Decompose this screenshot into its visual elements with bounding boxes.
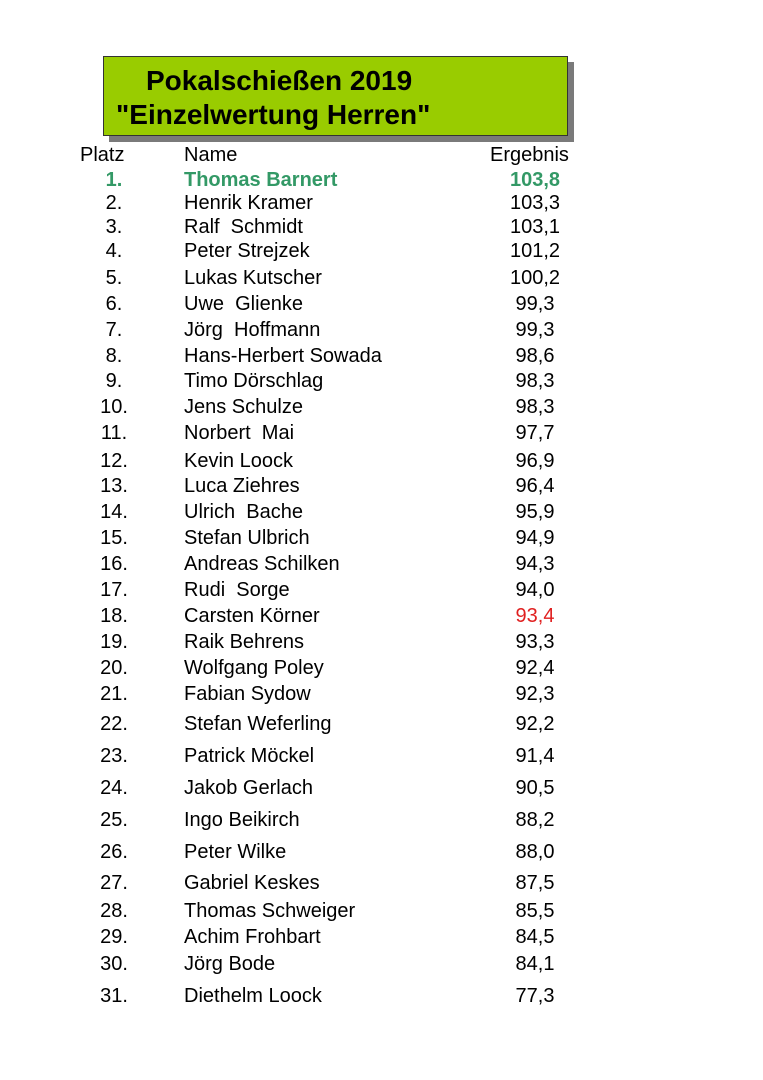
rank-cell: 24. — [100, 777, 128, 799]
name-cell: Luca Ziehres — [184, 475, 300, 497]
table-row — [0, 808, 763, 832]
table-row — [0, 604, 763, 628]
score-cell: 99,3 — [515, 293, 555, 315]
name-cell: Henrik Kramer — [184, 192, 313, 214]
rank-cell: 30. — [100, 953, 128, 975]
score-cell: 94,9 — [515, 527, 555, 549]
name-cell: Lukas Kutscher — [184, 267, 322, 289]
table-row — [0, 871, 763, 895]
score-cell: 103,8 — [509, 169, 561, 191]
score-cell: 94,3 — [515, 553, 555, 575]
score-cell: 98,6 — [515, 345, 555, 367]
table-row — [0, 500, 763, 524]
table-row — [0, 712, 763, 736]
score-cell: 84,5 — [515, 926, 555, 948]
name-cell: Uwe Glienke — [184, 293, 303, 315]
title-line-1: Pokalschießen 2019 — [146, 65, 413, 96]
name-cell: Achim Frohbart — [184, 926, 321, 948]
table-row — [0, 474, 763, 498]
rank-cell: 1. — [105, 169, 123, 191]
name-cell: Rudi Sorge — [184, 579, 290, 601]
table-row — [0, 395, 763, 419]
rank-cell: 21. — [100, 683, 128, 705]
table-row — [0, 191, 763, 215]
score-cell: 77,3 — [515, 985, 555, 1007]
rank-cell: 3. — [105, 216, 123, 238]
rank-cell: 4. — [105, 240, 123, 262]
table-row — [0, 369, 763, 393]
header-platz: Platz — [80, 144, 125, 166]
title-box — [103, 56, 568, 136]
score-cell: 92,4 — [515, 657, 555, 679]
rank-cell: 6. — [105, 293, 123, 315]
rank-cell: 25. — [100, 809, 128, 831]
name-cell: Stefan Weferling — [184, 713, 332, 735]
name-cell: Peter Strejzek — [184, 240, 310, 262]
table-row — [0, 840, 763, 864]
name-cell: Timo Dörschlag — [184, 370, 324, 392]
rank-cell: 22. — [100, 713, 128, 735]
name-cell: Wolfgang Poley — [184, 657, 324, 679]
rank-cell: 7. — [105, 319, 123, 341]
table-row — [0, 682, 763, 706]
name-cell: Kevin Loock — [184, 450, 293, 472]
table-row — [0, 526, 763, 550]
table-row — [0, 344, 763, 368]
score-cell: 91,4 — [515, 745, 555, 767]
name-cell: Thomas Barnert — [184, 169, 338, 191]
name-cell: Norbert Mai — [184, 422, 295, 444]
name-cell: Carsten Körner — [184, 605, 320, 627]
table-row — [0, 656, 763, 680]
score-cell: 98,3 — [515, 370, 555, 392]
name-cell: Ralf Schmidt — [184, 216, 303, 238]
name-cell: Fabian Sydow — [184, 683, 311, 705]
score-cell: 101,2 — [509, 240, 561, 262]
name-cell: Jakob Gerlach — [184, 777, 313, 799]
score-cell: 100,2 — [509, 267, 561, 289]
name-cell: Andreas Schilken — [184, 553, 340, 575]
table-row — [0, 552, 763, 576]
name-cell: Raik Behrens — [184, 631, 305, 653]
name-cell: Patrick Möckel — [184, 745, 315, 767]
rank-cell: 31. — [100, 985, 128, 1007]
rank-cell: 15. — [100, 527, 128, 549]
table-row — [0, 449, 763, 473]
table-row — [0, 239, 763, 263]
name-cell: Peter Wilke — [184, 841, 287, 863]
name-cell: Gabriel Keskes — [184, 872, 320, 894]
title-line-2: "Einzelwertung Herren" — [116, 99, 431, 130]
rank-cell: 10. — [100, 396, 128, 418]
score-cell: 96,4 — [515, 475, 555, 497]
rank-cell: 2. — [105, 192, 123, 214]
name-cell: Ingo Beikirch — [184, 809, 300, 831]
header-ergebnis: Ergebnis — [490, 144, 569, 166]
table-row — [0, 266, 763, 290]
table-row — [0, 630, 763, 654]
score-cell: 90,5 — [515, 777, 555, 799]
score-cell: 93,3 — [515, 631, 555, 653]
rank-cell: 29. — [100, 926, 128, 948]
rank-cell: 20. — [100, 657, 128, 679]
rank-cell: 8. — [105, 345, 123, 367]
rank-cell: 26. — [100, 841, 128, 863]
table-row — [0, 744, 763, 768]
score-cell: 92,3 — [515, 683, 555, 705]
table-row — [0, 925, 763, 949]
score-cell: 97,7 — [515, 422, 555, 444]
score-cell: 88,0 — [515, 841, 555, 863]
score-cell: 95,9 — [515, 501, 555, 523]
rank-cell: 27. — [100, 872, 128, 894]
name-cell: Ulrich Bache — [184, 501, 303, 523]
name-cell: Jens Schulze — [184, 396, 303, 418]
table-row — [0, 984, 763, 1008]
table-row — [0, 776, 763, 800]
rank-cell: 5. — [105, 267, 123, 289]
rank-cell: 11. — [100, 422, 128, 444]
table-row — [0, 318, 763, 342]
name-cell: Jörg Bode — [184, 953, 276, 975]
rank-cell: 19. — [100, 631, 128, 653]
table-row — [0, 421, 763, 445]
table-row — [0, 578, 763, 602]
score-cell: 88,2 — [515, 809, 555, 831]
score-cell: 93,4 — [515, 605, 555, 627]
name-cell: Hans-Herbert Sowada — [184, 345, 382, 367]
table-row — [0, 899, 763, 923]
table-row — [0, 215, 763, 239]
table-row — [0, 952, 763, 976]
rank-cell: 16. — [100, 553, 128, 575]
rank-cell: 14. — [100, 501, 128, 523]
rank-cell: 12. — [100, 450, 128, 472]
score-cell: 98,3 — [515, 396, 555, 418]
score-cell: 84,1 — [515, 953, 555, 975]
rank-cell: 18. — [100, 605, 128, 627]
name-cell: Diethelm Loock — [184, 985, 322, 1007]
score-cell: 94,0 — [515, 579, 555, 601]
rank-cell: 13. — [100, 475, 128, 497]
score-cell: 103,1 — [509, 216, 561, 238]
score-cell: 85,5 — [515, 900, 555, 922]
score-cell: 99,3 — [515, 319, 555, 341]
score-cell: 103,3 — [509, 192, 561, 214]
name-cell: Stefan Ulbrich — [184, 527, 310, 549]
score-cell: 92,2 — [515, 713, 555, 735]
name-cell: Jörg Hoffmann — [184, 319, 321, 341]
name-cell: Thomas Schweiger — [184, 900, 356, 922]
rank-cell: 28. — [100, 900, 128, 922]
score-cell: 96,9 — [515, 450, 555, 472]
score-cell: 87,5 — [515, 872, 555, 894]
table-row — [0, 292, 763, 316]
rank-cell: 17. — [100, 579, 128, 601]
table-row — [0, 168, 763, 192]
rank-cell: 9. — [105, 370, 123, 392]
header-name: Name — [184, 144, 238, 166]
rank-cell: 23. — [100, 745, 128, 767]
